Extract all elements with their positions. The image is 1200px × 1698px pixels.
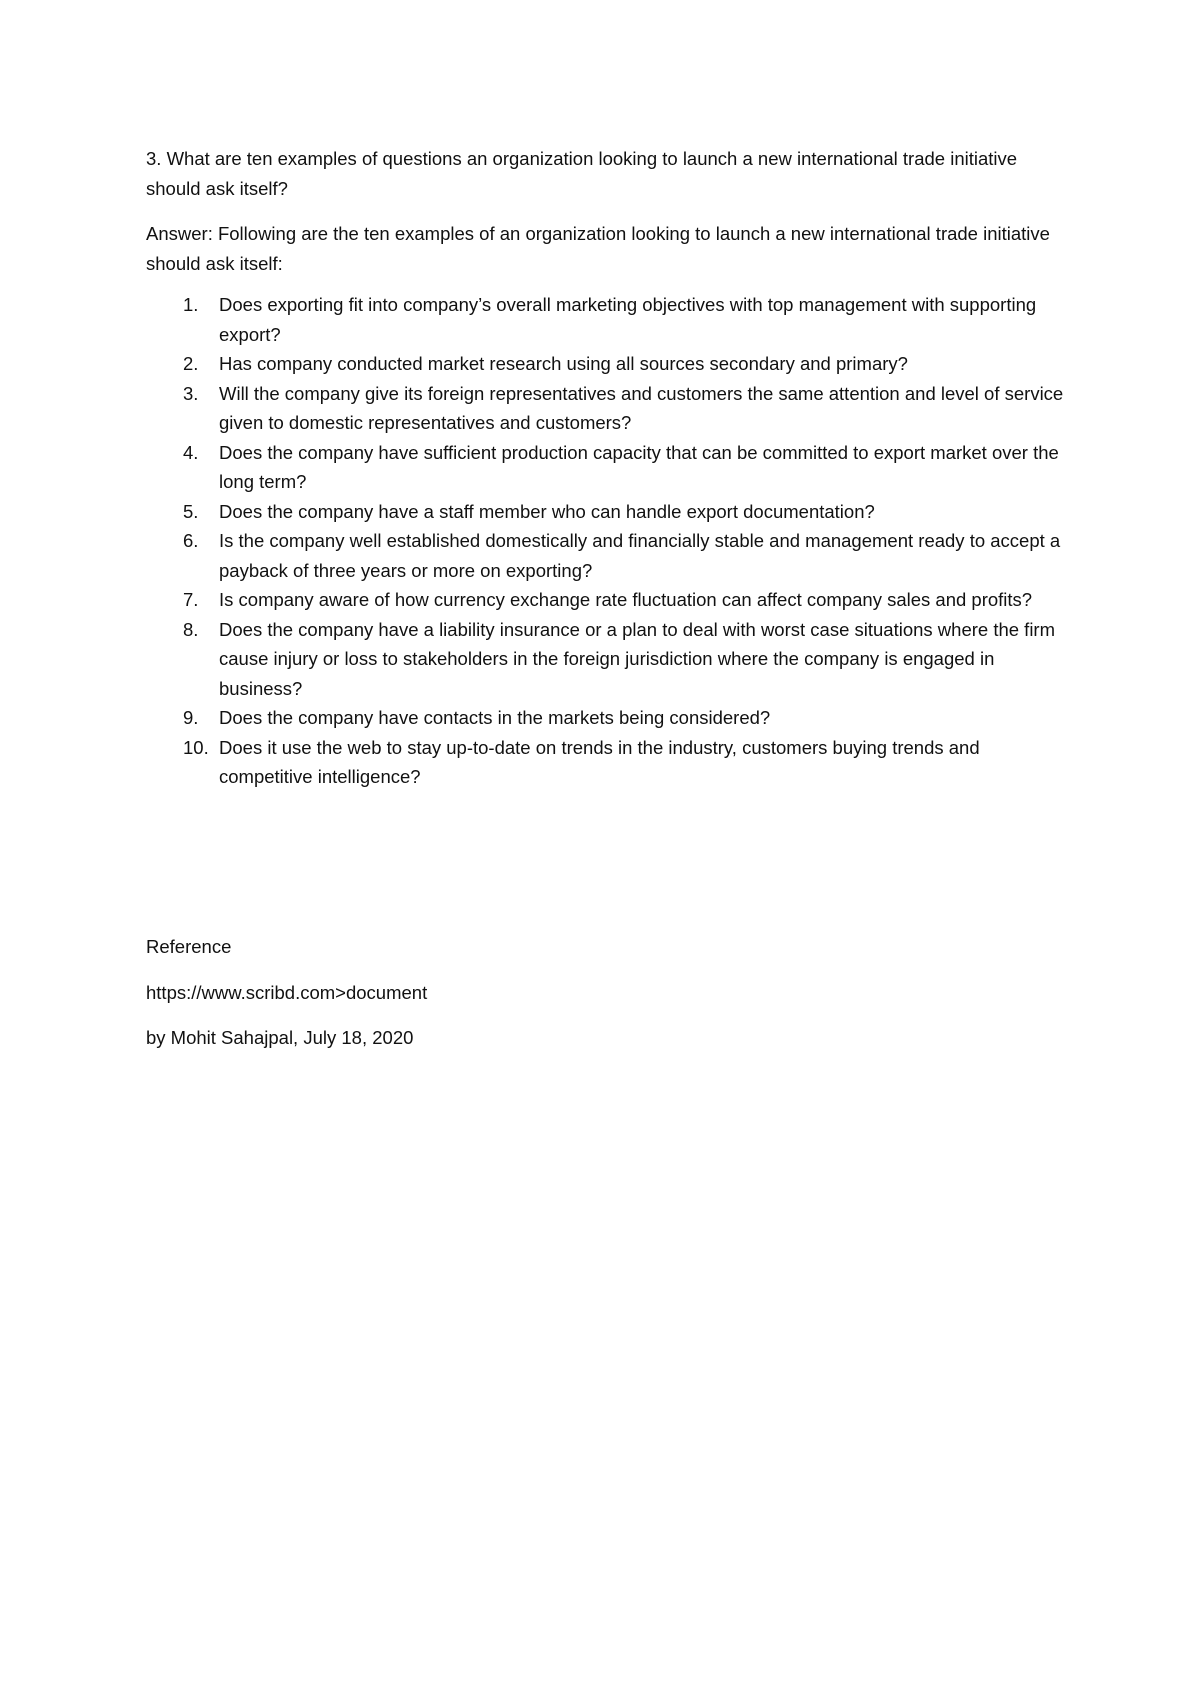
reference-section [146,932,1066,1069]
reference-byline: by Mohit Sahajpal, July 18, 2020 [146,1027,414,1048]
list-item-text: Does exporting fit into company’s overall marketing objectives with top management with supporting export? [219,294,1037,345]
list-item-number: 6. [183,530,199,551]
reference-heading: Reference [146,936,232,957]
question-text: 3. What are ten examples of questions an organization looking to launch a new international trade initiative should ask itself? [146,148,1018,199]
list-item-text: Does the company have a staff member who can handle export documentation? [219,500,875,522]
answer-intro: Answer: Following are the ten examples of an organization looking to launch a new international trade initiative should ask itself: [146,223,1050,274]
questions-list [146,290,1066,792]
list-item-text: Does the company have a liability insurance or a plan to deal with worst case situations where the firm cause injury or loss to stakeholders in the foreign jurisdiction where the company is engaged in business? [219,618,1056,699]
list-item [146,615,1066,704]
list-item [146,290,1066,349]
list-item-text: Is the company well established domestically and financially stable and management ready to accept a payback of three years or more on exporting? [219,530,1061,581]
list-item-text: Does the company have sufficient production capacity that can be committed to export market over the long term? [219,441,1059,492]
list-item-number: 5. [183,500,199,522]
list-item [146,497,1066,527]
list-item-number: 3. [183,382,199,404]
list-item-text: Does it use the web to stay up-to-date on trends in the industry, customers buying trends and competitive intelligence? [219,736,980,787]
list-item-number: 2. [183,353,199,374]
list-item-text: Will the company give its foreign representatives and customers the same attention and level of service given to domestic representatives and customers? [219,382,1064,433]
list-item [146,526,1066,585]
list-item [146,349,1066,379]
list-item-number: 9. [183,707,199,728]
list-item [146,733,1066,792]
document-body [146,144,1066,792]
list-item-number: 8. [183,618,199,640]
list-item-number: 7. [183,589,199,610]
list-item [146,703,1066,733]
list-item-number: 4. [183,441,199,463]
list-item-number: 1. [183,294,199,315]
list-item-text: Has company conducted market research using all sources secondary and primary? [219,353,908,374]
list-item-number: 10. [183,736,209,758]
list-item [146,438,1066,497]
list-item [146,585,1066,615]
reference-url: https://www.scribd.com>document [146,981,428,1003]
list-item [146,379,1066,438]
list-item-text: Does the company have contacts in the markets being considered? [219,707,771,728]
list-item-text: Is company aware of how currency exchange rate fluctuation can affect company sales and profits? [219,589,1033,610]
